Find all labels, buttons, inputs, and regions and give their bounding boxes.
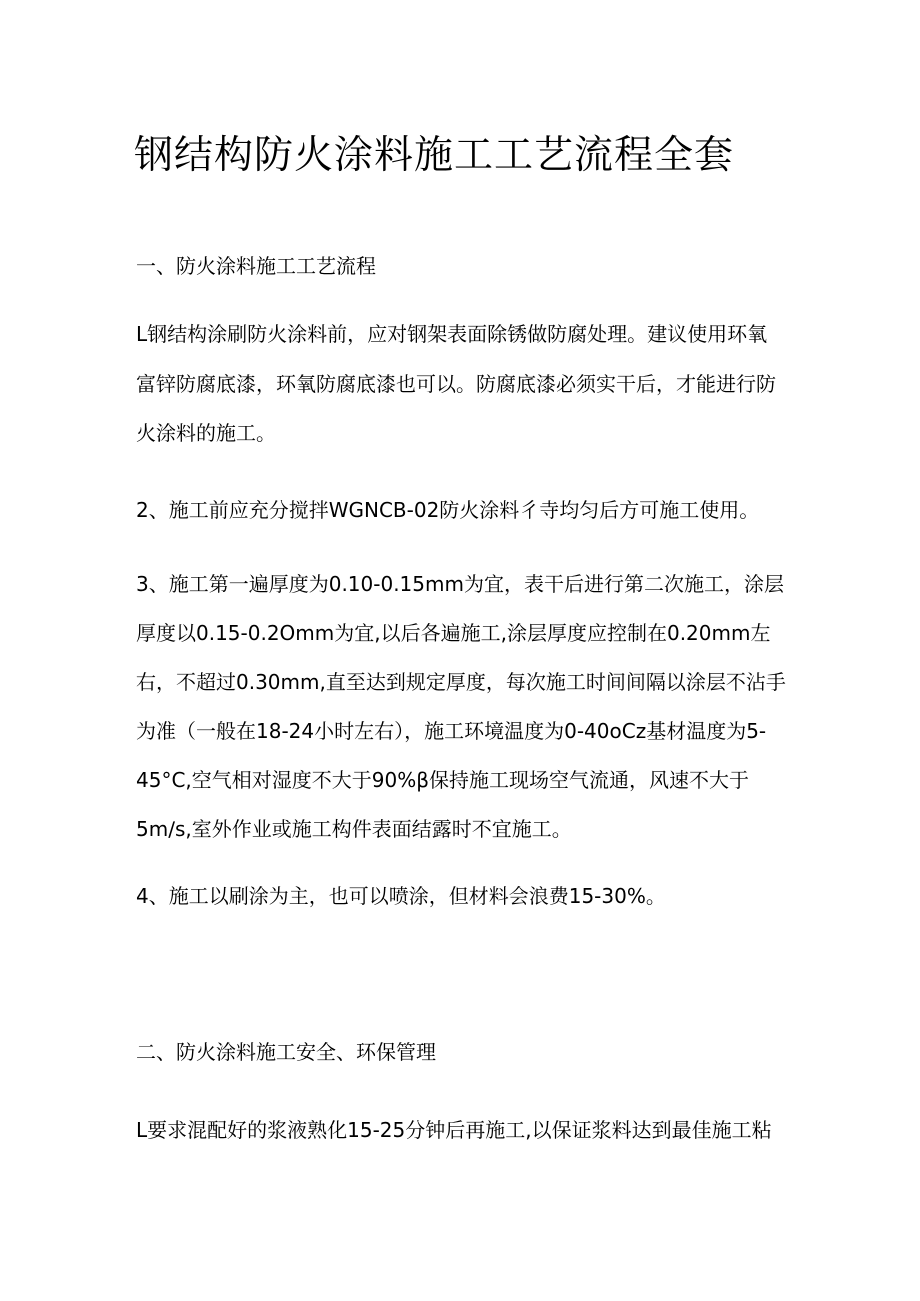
paragraph-line: 右，不超过0.30mm,直至达到规定厚度，每次施工时间间隔以涂层不沾手 [136,670,786,694]
section-heading-2: 二、防火涂料施工安全、环保管理 [136,1040,436,1064]
paragraph-line: 4、施工以刷涂为主，也可以喷涂，但材料会浪费15-30%。 [136,884,666,908]
paragraph-line: 富锌防腐底漆，环氧防腐底漆也可以。防腐底漆必须实干后，才能进行防 [136,372,776,396]
paragraph-line: 5m∕s,室外作业或施工构件表面结露时不宜施工。 [136,817,572,841]
paragraph-line: 为准（一般在18-24小时左右），施工环境温度为0-40oCz基材温度为5- [136,719,767,743]
paragraph-line: 45°C,空气相对湿度不大于90%β保持施工现场空气流通，风速不大于 [136,768,749,792]
paragraph-line: L钢结构涂刷防火涂料前，应对钢架表面除锈做防腐处理。建议使用环氧 [136,322,768,346]
paragraph-line: 火涂料的施工。 [136,421,276,445]
paragraph-line: 2、施工前应充分搅拌WGNCB-02防火涂料彳寺均匀后方可施工使用。 [136,498,760,522]
section-heading-1: 一、防火涂料施工工艺流程 [136,254,376,278]
paragraph-line: L要求混配好的浆液熟化15-25分钟后再施工,以保证浆料达到最佳施工粘 [136,1118,772,1142]
document-title: 钢结构防火涂料施工工艺流程全套 [134,133,735,178]
paragraph-line: 3、施工第一遍厚度为0.10-0.15mm为宜，表干后进行第二次施工，涂层 [136,572,784,596]
paragraph-line: 厚度以0.15-0.2Omm为宜,以后各遍施工,涂层厚度应控制在0.20mm左 [136,621,771,645]
